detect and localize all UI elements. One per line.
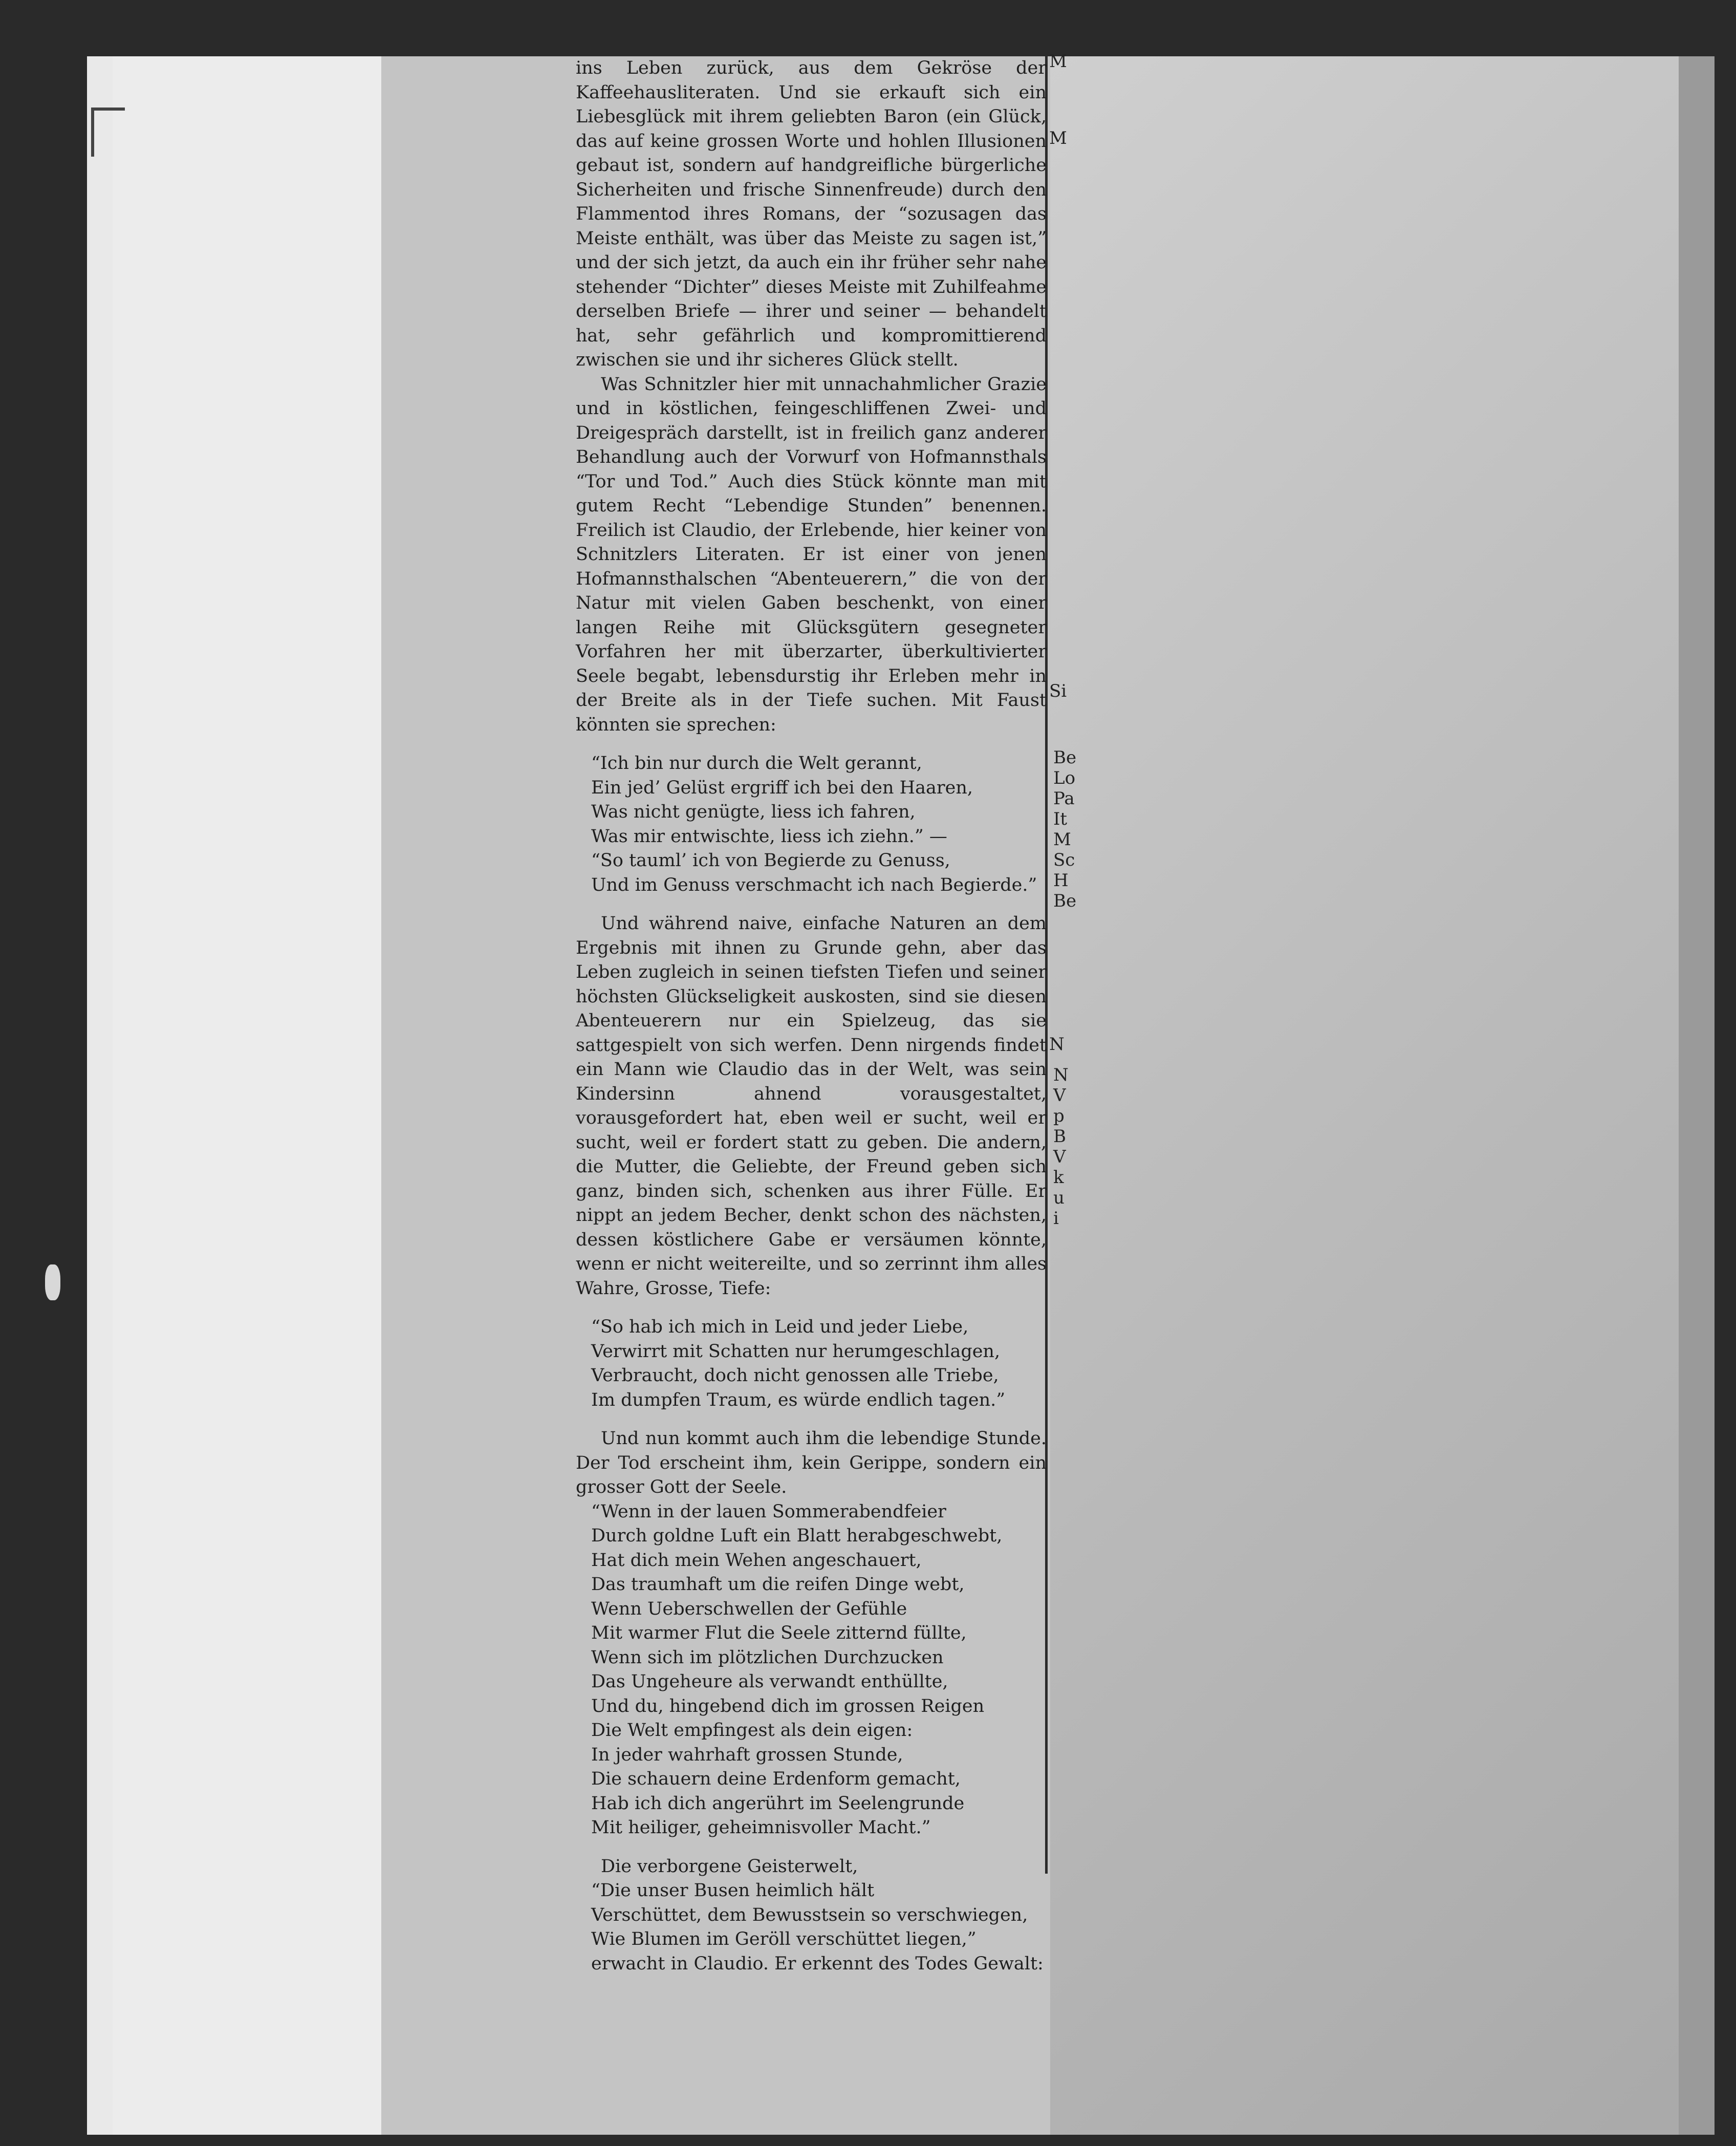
adjacent-fragment: u <box>1053 1188 1065 1208</box>
adjacent-fragment: M <box>1049 128 1067 148</box>
verse-line: In jeder wahrhaft grossen Stunde, <box>591 1744 903 1765</box>
article-paragraph-5-intro: Die verborgene Geisterwelt, <box>601 1856 858 1877</box>
adjacent-fragment: p <box>1053 1106 1065 1126</box>
verse-line: Wie Blumen im Geröll verschüttet liegen,” <box>591 1929 976 1949</box>
adjacent-fragment: i <box>1053 1208 1059 1229</box>
ink-blot <box>45 1264 60 1300</box>
adjacent-fragment: M <box>1049 51 1067 72</box>
adjacent-fragment: V <box>1053 1147 1066 1167</box>
adjacent-fragment-list-low <box>1053 1065 1089 1229</box>
verse-line: Was mir entwischte, liess ich ziehn.” — <box>591 826 947 847</box>
adjacent-fragment: H <box>1053 870 1069 891</box>
verse-line: Wenn Ueberschwellen der Gefühle <box>591 1598 907 1619</box>
article-paragraph-1: ins Leben zurück, aus dem Gekröse der Kaffeehausliteraten. Und sie erkauft sich ein Liebesglück mit ihrem geliebten Baron (ein Glück, das auf keine grossen Worte und hohlen Illusionen gebaut ist, sondern auf handgreifliche bürgerliche Sicherheiten und frische Sinnenfreude) durch den Flammentod ihres Romans, der “sozusagen das Meiste enthält, was über das Meiste zu sagen ist,” und der sich jetzt, da auch ein ihr früher sehr nahe stehender “Dichter” dieses Meiste mit Zuhilfeahme derselben Briefe — ihrer und seiner — behandelt hat, sehr gefährlich und kompromittierend zwischen sie und ihr sicheres Glück stellt. <box>576 58 1047 370</box>
verse-line: Hat dich mein Wehen angeschauert, <box>591 1550 922 1571</box>
adjacent-fragment: k <box>1053 1167 1064 1188</box>
verse-line: Das traumhaft um die reifen Dinge webt, <box>591 1574 965 1595</box>
adjacent-fragment: Pa <box>1053 788 1075 809</box>
verse-line: Wenn sich im plötzlichen Durchzucken <box>591 1647 944 1668</box>
verse-line: Die Welt empfingest als dein eigen: <box>591 1720 913 1741</box>
adjacent-fragment: Be <box>1053 747 1077 768</box>
verse-line: Verschüttet, dem Bewusstsein so verschwiegen, <box>591 1904 1028 1925</box>
adjacent-fragment: V <box>1053 1085 1066 1106</box>
adjacent-fragment-list <box>1053 747 1089 911</box>
adjacent-fragment: Lo <box>1053 768 1076 788</box>
article-paragraph-3: Und während naive, einfache Naturen an dem Ergebnis mit ihnen zu Grunde gehn, aber das Leben zugleich in seinen tiefsten Tiefen und seiner höchsten Glückseligkeit auskosten, sind sie diesen Abenteuerern nur ein Spielzeug, das sie sattgespielt von sich werfen. Denn nirgends findet ein Mann wie Claudio das in der Welt, was sein Kindersinn ahnend vorausgestaltet, vorausgefordert hat, eben weil er sucht, weil er sucht, weil er fordert statt zu geben. Die andern, die Mutter, die Geliebte, der Freund geben sich ganz, binden sich, schenken aus ihrer Fülle. Er nippt an jedem Becher, denkt schon des nächsten, dessen köstlichere Gabe er versäumen könnte, wenn er nicht weitereilte, und so zerrinnt ihm alles Wahre, Grosse, Tiefe: <box>576 913 1047 1299</box>
verse-spirit <box>576 1879 1047 1952</box>
article-paragraph-2: Was Schnitzler hier mit unnachahmlicher Grazie und in köstlichen, feingeschliffenen Zwei- und Dreigespräch darstellt, ist in freilich ganz anderer Behandlung auch der Vorwurf von Hofmannsthals “Tor und Tod.” Auch dies Stück könnte man mit gutem Recht “Lebendige Stunden” benennen. Freilich ist Claudio, der Erlebende, hier keiner von Schnitzlers Literaten. Er ist einer von jenen Hofmannsthalschen “Abenteuerern,” die von der Natur mit vielen Gaben beschenkt, von einer langen Reihe mit Glücksgütern gesegneter Vorfahren her mit überzarter, überkultivierter Seele begabt, lebensdurstig ihr Erleben mehr in der Breite als in der Tiefe suchen. Mit Faust könnten sie sprechen: <box>576 374 1047 735</box>
verse-line: “Die unser Busen heimlich hält <box>591 1880 875 1901</box>
verse-line: “So hab ich mich in Leid und jeder Liebe, <box>591 1317 969 1337</box>
verse-faust <box>576 752 1047 897</box>
verse-line: Und im Genuss verschmacht ich nach Begierde.” <box>591 874 1037 895</box>
verse-line: Verwirrt mit Schatten nur herumgeschlagen, <box>591 1341 1001 1362</box>
verse-line: Mit heiliger, geheimnisvoller Macht.” <box>591 1817 931 1838</box>
verse-line: Verbraucht, doch nicht genossen alle Triebe, <box>591 1365 999 1386</box>
verse-line: “Wenn in der lauen Sommerabendfeier <box>591 1501 946 1522</box>
verse-line: Das Ungeheure als verwandt enthüllte, <box>591 1671 948 1692</box>
adjacent-paper-scrap <box>1050 56 1713 2135</box>
verse-line: Ein jed’ Gelüst ergriff ich bei den Haaren, <box>591 777 973 798</box>
adjacent-fragment: N <box>1049 1034 1065 1055</box>
verse-line: Was nicht genügte, liess ich fahren, <box>591 802 916 822</box>
adjacent-fragment: M <box>1053 829 1071 850</box>
verse-line: Hab ich dich angerührt im Seelengrunde <box>591 1793 965 1814</box>
adjacent-fragment: Sc <box>1053 850 1075 870</box>
article-column <box>576 56 1047 1976</box>
verse-line: Die schauern deine Erdenform gemacht, <box>591 1769 961 1789</box>
right-edge-shadow <box>1679 56 1715 2135</box>
adjacent-fragment: Be <box>1053 891 1077 911</box>
verse-line: Durch goldne Luft ein Blatt herabgeschwebt, <box>591 1526 1003 1546</box>
verse-claudio <box>576 1315 1047 1412</box>
verse-line: Im dumpfen Traum, es würde endlich tagen.” <box>591 1389 1006 1410</box>
verse-line: “Ich bin nur durch die Welt gerannt, <box>591 753 922 774</box>
article-paragraph-5-end: erwacht in Claudio. Er erkennt des Todes Gewalt: <box>591 1953 1044 1974</box>
adjacent-fragment: B <box>1053 1126 1066 1147</box>
left-margin-strip <box>113 56 381 2135</box>
article-paragraph-4: Und nun kommt auch ihm die lebendige Stunde. Der Tod erscheint ihm, kein Gerippe, sondern ein grosser Gott der Seele. <box>576 1428 1047 1497</box>
verse-line: Mit warmer Flut die Seele zitternd füllte, <box>591 1623 967 1643</box>
verse-death <box>576 1500 1047 1840</box>
corner-bracket-mark <box>91 108 125 157</box>
adjacent-fragment: N <box>1053 1065 1069 1085</box>
verse-line: “So tauml’ ich von Begierde zu Genuss, <box>591 850 950 871</box>
adjacent-fragment: It <box>1053 809 1068 829</box>
adjacent-fragment: Si <box>1049 681 1067 701</box>
verse-line: Und du, hingebend dich im grossen Reigen <box>591 1696 985 1716</box>
